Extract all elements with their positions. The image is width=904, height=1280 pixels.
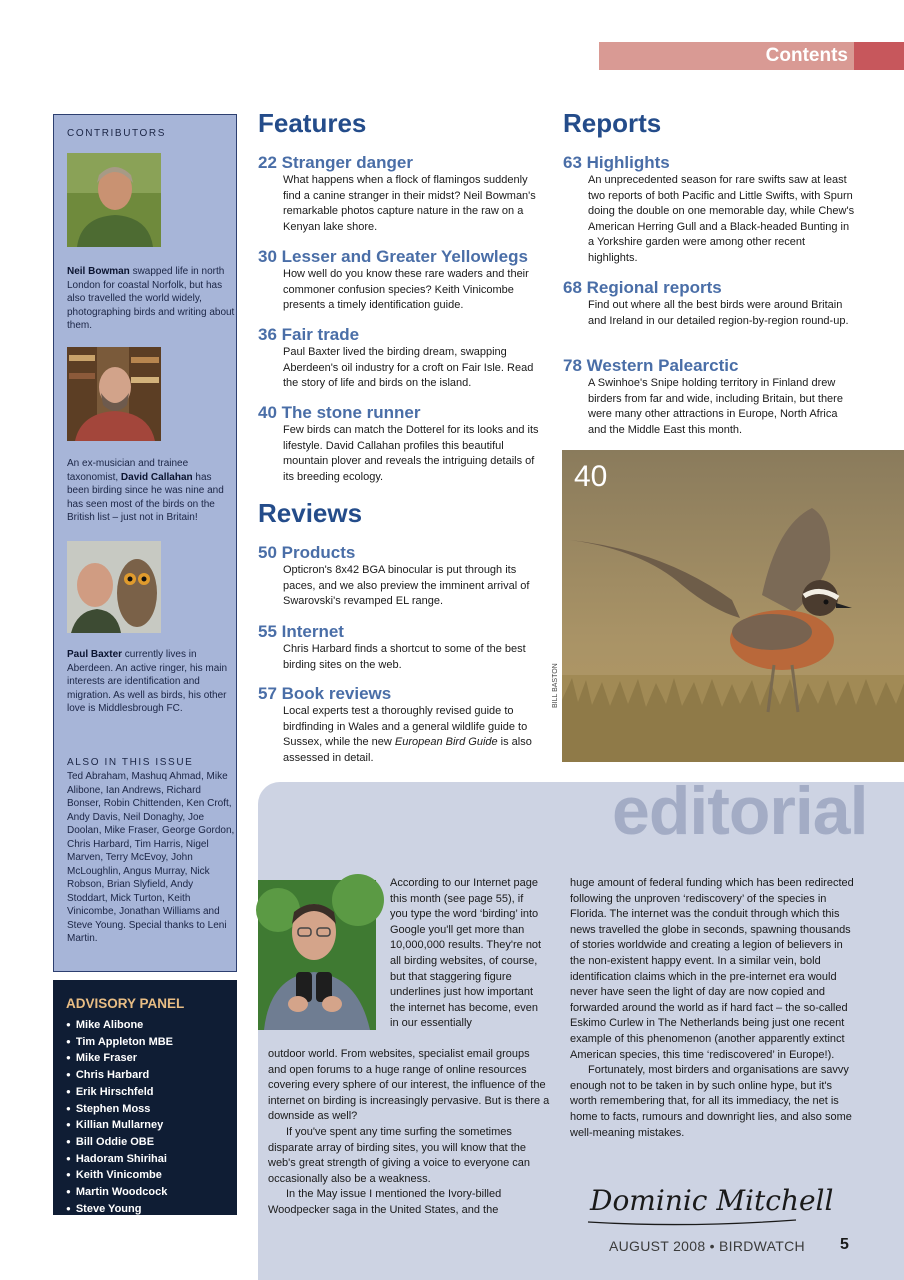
- reviews-entry-body: Chris Harbard finds a shortcut to some of the best birding sites on the web.: [283, 643, 526, 671]
- advisory-panel-title: ADVISORY PANEL: [66, 996, 185, 1011]
- contents-label: Contents: [765, 45, 848, 66]
- reports-entry-body: A Swinhoe's Snipe holding territory in Finland drew birders from far and wide, including Britain, but there were many other attractions in Europe, North Africa and the Middle East this month.: [588, 377, 843, 436]
- editorial-column-1-wrapped: According to our Internet page this month (see page 55), if you type the word ‘birding’ into Google you'll get more than 10,000,000 results. They're not all birding websites, of course, but that staggering figure underlines just how important the internet has become, even in our essentially: [390, 877, 542, 1030]
- header-accent: [854, 42, 904, 70]
- features-entry-title[interactable]: 30 Lesser and Greater Yellowlegs: [258, 247, 528, 266]
- editorial-heading: editorial: [612, 773, 868, 849]
- advisory-member: ● Erik Hirschfeld: [66, 1084, 173, 1101]
- contributor-bio-david-callahan: An ex-musician and trainee taxonomist, David Callahan has been birding since he was nine and has seen most of the birds on the British list – just not in Britain!: [67, 458, 224, 523]
- reviews-entry-title[interactable]: 50 Products: [258, 543, 356, 562]
- advisory-member: ● Mike Alibone: [66, 1017, 173, 1034]
- editor-signature: [586, 1178, 834, 1233]
- also-in-issue-heading: ALSO IN THIS ISSUE: [67, 757, 194, 768]
- features-entry-title[interactable]: 36 Fair trade: [258, 325, 360, 344]
- contributor-photo-neil-bowman: [67, 153, 161, 247]
- reviews-entry-body: Local experts test a thoroughly revised guide to birdfinding in Wales and a general wildlife guide to Sussex, while the new European Bird Guide is also assessed in detail.: [283, 705, 532, 764]
- contributor-bio-paul-baxter: Paul Baxter currently lives in Aberdeen. An active ringer, his main interests are identification and migration. As well as birds, his other love is Middlesbrough FC.: [67, 649, 228, 714]
- reviews-entry-title[interactable]: 55 Internet: [258, 622, 344, 641]
- features-entry-title[interactable]: 40 The stone runner: [258, 403, 421, 422]
- reports-entry-body: Find out where all the best birds were around Britain and Ireland in our detailed region-by-region round-up.: [588, 299, 849, 327]
- svg-text:Dominic Mitchell: Dominic Mitchell: [590, 1184, 834, 1217]
- reviews-entry-body: Opticron's 8x42 BGA binocular is put through its paces, and we also preview the imminent arrival of Swarovski's revamped EL range.: [283, 564, 530, 607]
- photo-page-number: 40: [574, 460, 608, 493]
- issue-footer: AUGUST 2008 • BIRDWATCH: [609, 1238, 805, 1254]
- features-entry-body: How well do you know these rare waders and their commoner confusion species? Keith Vinicombe presents a timely identification guide.: [283, 268, 529, 311]
- contents-header-band: [599, 42, 904, 70]
- advisory-member: ● Mike Fraser: [66, 1050, 173, 1067]
- reports-heading: Reports: [563, 108, 662, 138]
- contributor-photo-david-callahan: [67, 347, 161, 441]
- reviews-entry-title[interactable]: 57 Book reviews: [258, 684, 392, 703]
- advisory-member: ● Tim Appleton MBE: [66, 1034, 173, 1051]
- advisory-member: ● Chris Harbard: [66, 1067, 173, 1084]
- contributor-photo-paul-baxter: [67, 541, 161, 633]
- reports-entry-title[interactable]: 68 Regional reports: [563, 278, 722, 297]
- advisory-member: ● Stephen Moss: [66, 1101, 173, 1118]
- features-heading: Features: [258, 108, 367, 138]
- editor-photo: [258, 880, 376, 1030]
- features-entry-body: Few birds can match the Dotterel for its looks and its lifestyle. David Callahan profiles this beautiful mountain plover and reveals the intriguing details of its breeding ecology.: [283, 424, 539, 483]
- also-in-issue-text: Ted Abraham, Mashuq Ahmad, Mike Alibone, Ian Andrews, Richard Bonser, Robin Chittenden, Ken Croft, Andy Davis, Neil Donaghy, Joe Doolan, Mike Fraser, George Gordon, Chris Harbard, Tim Harris, Nigel Marven, Terry McEvoy, John McLoughlin, Angus Murray, Nick Robson, Brian Slyfield, Andy Stoddart, Mick Turton, Keith Vinicombe, Jonathan Williams and Steve Young. Special thanks to Leni Martin.: [67, 771, 235, 944]
- editorial-column-2: huge amount of federal funding which has been redirected following the unproven ‘rediscovery’ of the species in Florida. The internet was the conduit through which this news travelled the globe in seconds, spawning thousands of stories worldwide and creating a legion of believers in the non-existent happy event. In a similar vein, bold identification claims which in the pre-internet era would never have seen the light of day are now copied and forwarded around the world as if hard fact – the so-called Eskimo Curlew in The Netherlands being just one recent example of this phenomenon (another apparently extinct American species, this time ‘rediscovered’ in Europe!). Fortunately, most birders and organisations are savvy enough not to be taken in by such online hype, but it's worth remembering that, for all its immediacy, the net is home to facts, rumours and downright lies, and also some well-meaning mistakes.: [570, 877, 854, 1139]
- reports-entry-title[interactable]: 78 Western Palearctic: [563, 356, 739, 375]
- advisory-member: ● Killian Mullarney: [66, 1117, 173, 1134]
- features-entry-title[interactable]: 22 Stranger danger: [258, 153, 413, 172]
- advisory-member: ● Bill Oddie OBE: [66, 1134, 173, 1151]
- editorial-column-1: outdoor world. From websites, specialist email groups and open forums to a huge range of online resources covering every sphere of our interest, the influence of the internet on birding is increasingly pervasive. But is there a downside as well? If you've spent any time surfing the sometimes disparate array of birding sites, you will know that the web's great strength of giving a voice to everyone can occasionally also be a weakness. In the May issue I mentioned the Ivory-billed Woodpecker saga in the United States, and the: [268, 1048, 550, 1216]
- contributors-heading: CONTRIBUTORS: [67, 128, 167, 139]
- advisory-member: ● Hadoram Shirihai: [66, 1151, 173, 1168]
- advisory-member: ● Keith Vinicombe: [66, 1167, 173, 1184]
- advisory-member: ● Martin Woodcock: [66, 1184, 173, 1201]
- features-entry-body: What happens when a flock of flamingos suddenly find a canine stranger in their midst? Neil Bowman's remarkable photos capture nature in the raw on a Kenyan lake shore.: [283, 174, 536, 233]
- advisory-member: ● Steve Young: [66, 1201, 173, 1218]
- features-entry-body: Paul Baxter lived the birding dream, swapping Aberdeen's oil industry for a croft on Fair Isle. Read the story of life and birds on the island.: [283, 346, 534, 389]
- reviews-heading: Reviews: [258, 498, 363, 528]
- advisory-panel: [53, 980, 237, 1215]
- dotterel-photo: [562, 450, 904, 762]
- reports-entry-body: An unprecedented season for rare swifts saw at least two reports of both Pacific and Little Swifts, with Spurn doing the double on one memorable day, while Chew's American Herring Gull and a Black-headed Bunting in a Yorkshire garden were among other recent highlights.: [588, 174, 855, 264]
- page-number: 5: [840, 1236, 849, 1253]
- photo-credit: BILL BASTON: [552, 663, 559, 708]
- reports-entry-title[interactable]: 63 Highlights: [563, 153, 670, 172]
- advisory-member-list: [66, 1017, 173, 1217]
- contributors-panel: [53, 114, 237, 972]
- contributor-bio-neil-bowman: Neil Bowman swapped life in north London for coastal Norfolk, but has also travelled the world widely, photographing birds and writing about them.: [67, 266, 235, 331]
